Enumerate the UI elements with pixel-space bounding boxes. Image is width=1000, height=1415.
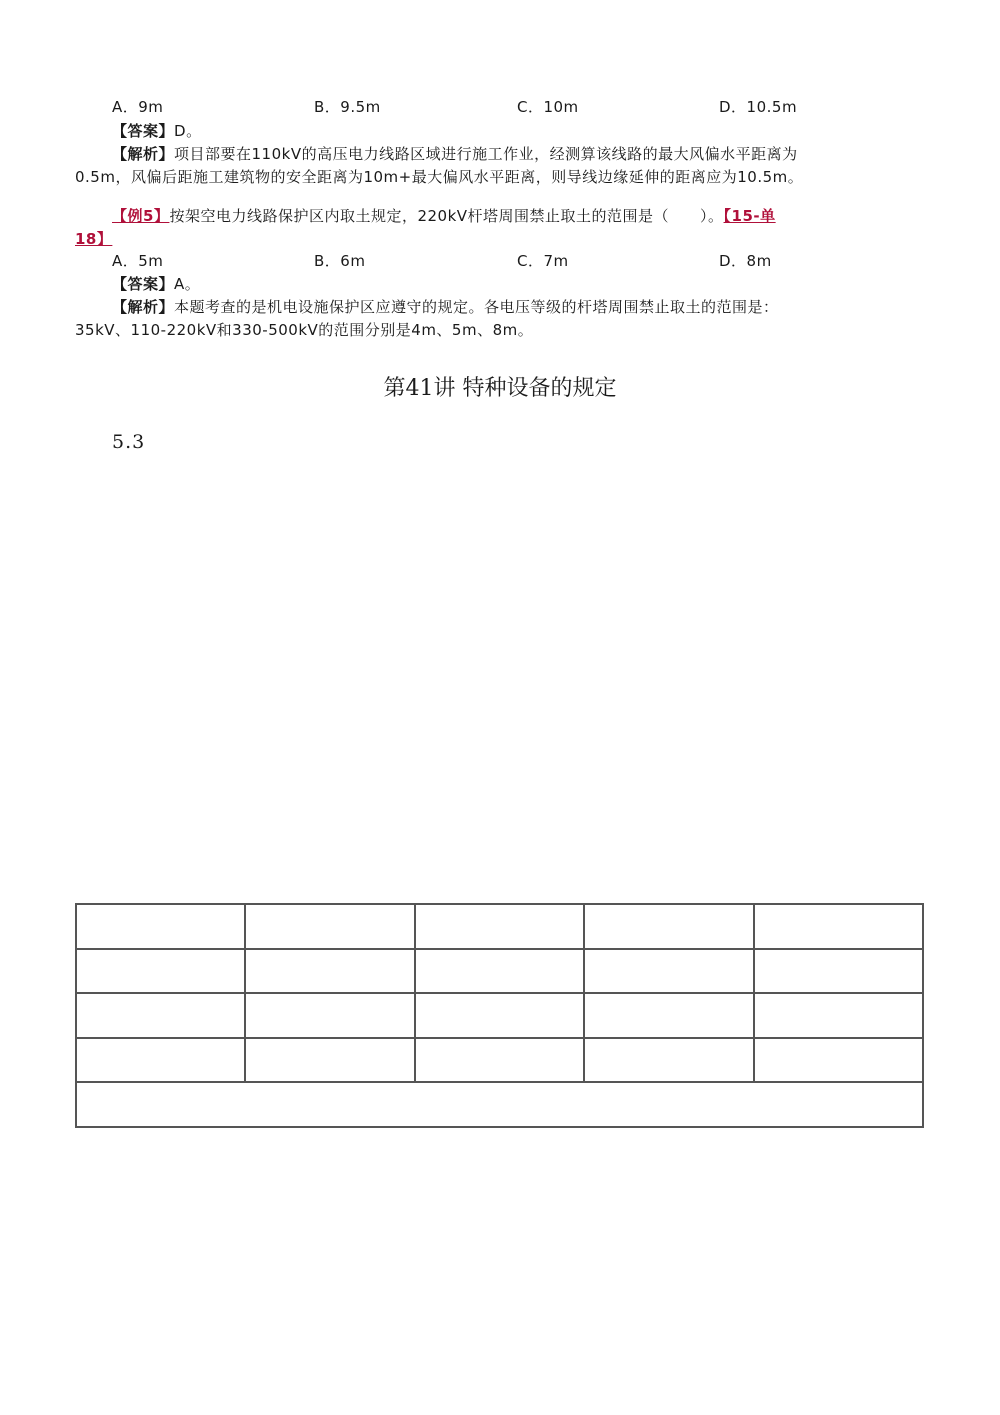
q5-analysis-tag: 【解析】	[112, 298, 175, 316]
table-cell	[754, 904, 923, 949]
table-cell	[754, 993, 923, 1038]
table-cell	[415, 1038, 584, 1083]
q4-option-c: C．10m	[517, 98, 579, 116]
q4-answer-tag: 【答案】	[112, 122, 175, 140]
q4-analysis-line-2: 0.5m，风偏后距施工建筑物的安全距离为10m+最大偏风水平距离，则导线边缘延伸的距离应为10.5m。	[75, 168, 804, 186]
table-cell	[584, 993, 753, 1038]
q5-source-tail: 18】	[75, 230, 113, 248]
table-cell	[245, 904, 414, 949]
table-cell	[76, 993, 245, 1038]
table-cell	[415, 949, 584, 994]
q4-option-a: A．9m	[112, 98, 164, 116]
q4-analysis-text-1: 项目部要在110kV的高压电力线路区域进行施工作业，经测算该线路的最大风偏水平距离为	[174, 145, 798, 163]
q5-analysis-text-1: 本题考查的是机电设施保护区应遵守的规定。各电压等级的杆塔周围禁止取土的范围是：	[174, 298, 779, 316]
q4-answer	[112, 121, 202, 141]
q5-tag: 【例5】	[112, 207, 170, 225]
table-cell	[584, 904, 753, 949]
section-number: 5.3	[112, 431, 146, 453]
q5-option-a: A．5m	[112, 252, 164, 270]
q5-option-c: C．7m	[517, 252, 569, 270]
table-row	[76, 949, 923, 994]
q5-answer-value: A。	[174, 275, 201, 293]
q5-question-text: 按架空电力线路保护区内取土规定，220kV杆塔周围禁止取土的范围是（ ）。	[169, 207, 724, 225]
q4-option-d: D．10.5m	[719, 98, 798, 116]
table-cell	[245, 949, 414, 994]
q5-option-b: B．6m	[314, 252, 366, 270]
q5-source: 【15-单	[723, 207, 776, 225]
table-cell	[754, 949, 923, 994]
table-cell	[76, 904, 245, 949]
q4-analysis-tag: 【解析】	[112, 145, 175, 163]
q4-analysis-line-1	[112, 144, 798, 164]
q5-option-d: D．8m	[719, 252, 772, 270]
table-cell	[754, 1038, 923, 1083]
empty-table	[75, 903, 924, 1128]
q5-analysis-line-2: 35kV、110-220kV和330-500kV的范围分别是4m、5m、8m。	[75, 321, 534, 339]
lecture-title: 第41讲 特种设备的规定	[383, 376, 617, 401]
q5-source-cont	[75, 229, 112, 249]
q5-answer	[112, 274, 200, 294]
table-cell	[415, 993, 584, 1038]
table-row	[76, 1082, 923, 1127]
table-cell	[415, 904, 584, 949]
table-row	[76, 1038, 923, 1083]
table-cell	[76, 949, 245, 994]
q4-answer-value: D。	[174, 122, 202, 140]
table-cell	[584, 949, 753, 994]
table-cell	[76, 1038, 245, 1083]
q5-answer-tag: 【答案】	[112, 275, 175, 293]
q5-analysis-line-1	[112, 297, 779, 317]
table-cell	[584, 1038, 753, 1083]
q4-option-b: B．9.5m	[314, 98, 381, 116]
table-cell-merged	[76, 1082, 923, 1127]
table-cell	[245, 993, 414, 1038]
table-row	[76, 993, 923, 1038]
q5-question	[112, 206, 776, 226]
table-cell	[245, 1038, 414, 1083]
table-row	[76, 904, 923, 949]
